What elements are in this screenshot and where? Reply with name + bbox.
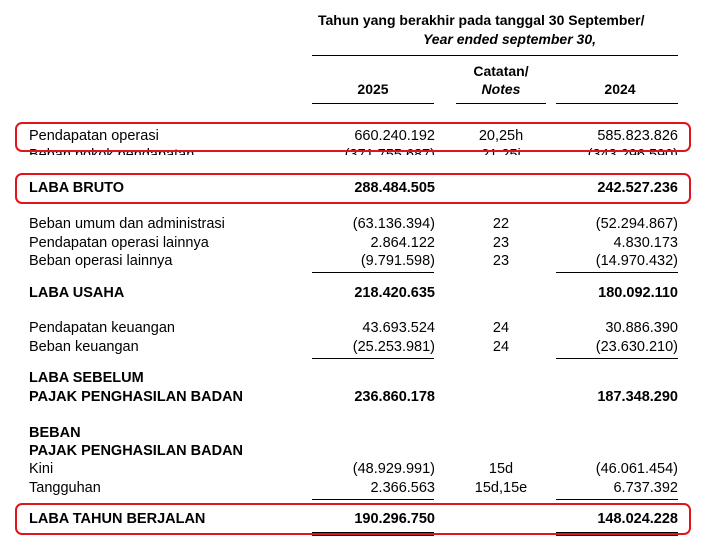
note-ref: 23 — [492, 235, 510, 251]
subtotal-rule-2025 — [312, 358, 434, 359]
col-header-2024: 2024 — [604, 81, 636, 97]
row-label: Kini — [29, 461, 54, 477]
col-header-notes-en: Notes — [481, 81, 521, 97]
header-rule — [312, 55, 678, 56]
value-2025: 236.860.178 — [354, 389, 435, 405]
subtotal-rule-2024 — [556, 358, 678, 359]
row-label: LABA USAHA — [29, 285, 125, 301]
row-label: LABA TAHUN BERJALAN — [29, 511, 206, 527]
value-2024: 148.024.228 — [597, 511, 678, 527]
value-2024: 6.737.392 — [613, 480, 678, 496]
col-header-notes: Catatan/ — [473, 63, 529, 79]
value-2025: 660.240.192 — [354, 128, 435, 144]
value-2024: 4.830.173 — [613, 235, 678, 251]
obscuring-band — [20, 155, 690, 165]
highlight-box-pendapatan-operasi — [15, 122, 691, 152]
value-2024: 585.823.826 — [597, 128, 678, 144]
row-label: PAJAK PENGHASILAN BADAN — [29, 389, 244, 405]
value-2024: 187.348.290 — [597, 389, 678, 405]
highlight-box-laba-bruto — [15, 173, 691, 204]
row-label: Tangguhan — [29, 480, 101, 496]
row-label: Pendapatan operasi — [29, 128, 159, 144]
total-rule-2024-double — [556, 535, 678, 536]
total-rule-2025-double — [312, 535, 434, 536]
row-label: BEBAN — [29, 425, 81, 441]
row-label: Beban keuangan — [29, 339, 139, 355]
note-ref: 15d,15e — [474, 480, 528, 496]
value-2024: (14.970.432) — [595, 253, 678, 269]
value-2025: 2.366.563 — [370, 480, 435, 496]
value-2024: 180.092.110 — [598, 285, 678, 301]
value-2025: 288.484.505 — [354, 180, 435, 196]
row-label: Pendapatan operasi lainnya — [29, 235, 209, 251]
value-2025: 218.420.635 — [354, 285, 435, 301]
value-2025: (63.136.394) — [352, 216, 435, 232]
note-ref: 22 — [492, 216, 510, 232]
subtotal-rule-2025 — [312, 272, 434, 273]
value-2025: (48.929.991) — [352, 461, 435, 477]
row-label: Beban umum dan administrasi — [29, 216, 225, 232]
note-ref: 24 — [492, 339, 510, 355]
value-2024: (52.294.867) — [595, 216, 678, 232]
rule-2024-header — [556, 103, 678, 104]
note-ref: 24 — [492, 320, 510, 336]
period-heading-en: Year ended september 30, — [422, 31, 596, 47]
value-2024: (46.061.454) — [595, 461, 678, 477]
note-ref: 15d — [488, 461, 514, 477]
col-header-2025: 2025 — [357, 81, 389, 97]
row-label: PAJAK PENGHASILAN BADAN — [29, 443, 244, 459]
subtotal-rule-2024 — [556, 499, 678, 500]
subtotal-rule-2025 — [312, 499, 434, 500]
value-2024: 242.527.236 — [597, 180, 678, 196]
row-label: Pendapatan keuangan — [29, 320, 175, 336]
row-label: Beban operasi lainnya — [29, 253, 173, 269]
value-2025: 43.693.524 — [362, 320, 435, 336]
note-ref: 23 — [492, 253, 510, 269]
value-2024: 30.886.390 — [605, 320, 678, 336]
value-2025: (9.791.598) — [360, 253, 435, 269]
highlight-box-laba-tahun-berjalan — [15, 503, 691, 535]
value-2025: (25.253.981) — [352, 339, 435, 355]
row-label: LABA BRUTO — [29, 180, 125, 196]
rule-notes-header — [456, 103, 546, 104]
value-2024: (23.630.210) — [595, 339, 678, 355]
subtotal-rule-2024 — [556, 272, 678, 273]
period-heading: Tahun yang berakhir pada tanggal 30 September/ — [318, 12, 645, 28]
value-2025: 2.864.122 — [370, 235, 435, 251]
rule-2025-header — [312, 103, 434, 104]
note-ref: 20,25h — [478, 128, 524, 144]
value-2025: 190.296.750 — [354, 511, 435, 527]
row-label: LABA SEBELUM — [29, 370, 144, 386]
